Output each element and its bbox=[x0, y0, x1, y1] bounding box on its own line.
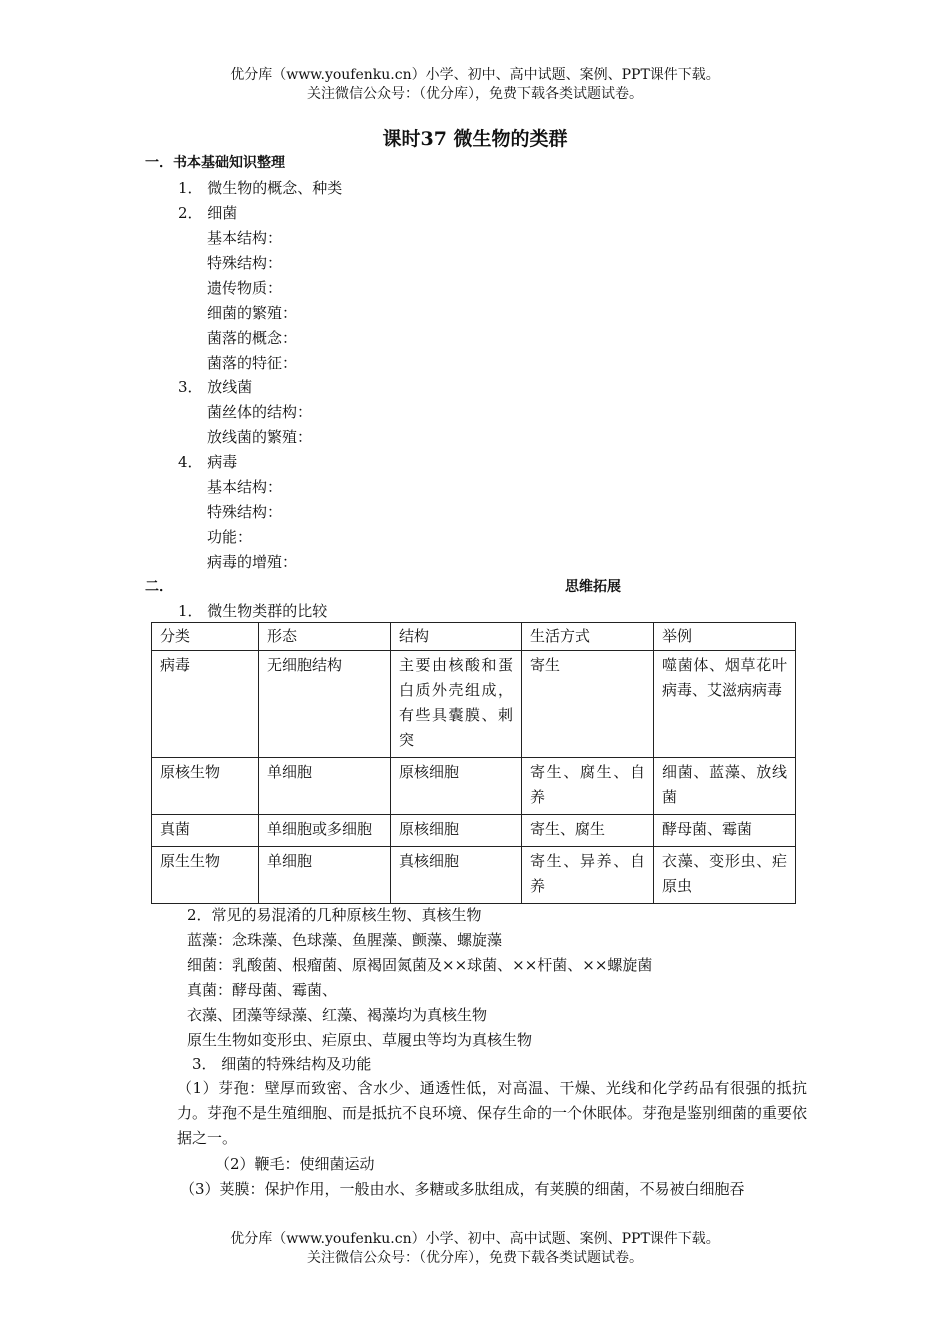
body-line: 细菌：乳酸菌、根瘤菌、原褐固氮菌及××球菌、××杆菌、××螺旋菌 bbox=[187, 956, 653, 974]
table-cell: 噬菌体、烟草花叶病毒、艾滋病病毒 bbox=[654, 651, 796, 758]
footer-line-2: 关注微信公众号：（优分库），免费下载各类试题试卷。 bbox=[307, 1250, 643, 1266]
outline-item: 遗传物质： bbox=[207, 279, 283, 297]
outline-item: 菌落的特征： bbox=[207, 354, 298, 372]
table-cell: 病毒 bbox=[152, 651, 259, 758]
footer-line-1: 优分库（www.youfenku.cn）小学、初中、高中试题、案例、PPT课件下载。 bbox=[230, 1231, 720, 1247]
outline-item: 细菌的繁殖： bbox=[207, 304, 298, 322]
table-cell: 酵母菌、霉菌 bbox=[654, 815, 796, 847]
table-header-cell: 生活方式 bbox=[522, 623, 654, 651]
table-cell: 无细胞结构 bbox=[259, 651, 391, 758]
page-footer bbox=[0, 1230, 950, 1268]
table-row bbox=[152, 651, 796, 758]
outline-item: 放线菌的繁殖： bbox=[207, 428, 313, 446]
table-header-cell: 形态 bbox=[259, 623, 391, 651]
table-cell: 原核细胞 bbox=[391, 758, 522, 815]
table-cell: 真核细胞 bbox=[391, 847, 522, 904]
section-2-number: 二． bbox=[145, 579, 173, 595]
header-line-1: 优分库（www.youfenku.cn）小学、初中、高中试题、案例、PPT课件下载。 bbox=[230, 67, 720, 83]
outline-item: 基本结构： bbox=[207, 478, 283, 496]
outline-item: 特殊结构： bbox=[207, 503, 283, 521]
table-cell: 原生生物 bbox=[152, 847, 259, 904]
table-cell: 细菌、蓝藻、放线菌 bbox=[654, 758, 796, 815]
paragraph-flagellum: （2）鞭毛：使细菌运动 bbox=[215, 1155, 375, 1173]
table-header-cell: 分类 bbox=[152, 623, 259, 651]
table-cell: 原核细胞 bbox=[391, 815, 522, 847]
table-header-cell: 举例 bbox=[654, 623, 796, 651]
outline-item: 4． 病毒 bbox=[178, 453, 238, 471]
table-cell: 寄生、异养、自养 bbox=[522, 847, 654, 904]
outline-item: 基本结构： bbox=[207, 229, 283, 247]
table-cell: 单细胞 bbox=[259, 758, 391, 815]
table-cell: 单细胞或多细胞 bbox=[259, 815, 391, 847]
body-line: 真菌：酵母菌、霉菌、 bbox=[187, 981, 338, 999]
table-header-cell: 结构 bbox=[391, 623, 522, 651]
body-line: 2．常见的易混淆的几种原核生物、真核生物 bbox=[187, 906, 482, 924]
section-2-subheading: 1． 微生物类群的比较 bbox=[178, 602, 328, 620]
paragraph-capsule: （3）荚膜：保护作用，一般由水、多糖或多肽组成，有荚膜的细菌，不易被白细胞吞 bbox=[180, 1180, 745, 1198]
outline-item: 功能： bbox=[207, 528, 253, 546]
table-cell: 寄生、腐生 bbox=[522, 815, 654, 847]
table-row bbox=[152, 758, 796, 815]
paragraph-spore: （1）芽孢：壁厚而致密、含水少、通透性低，对高温、干燥、光线和化学药品有很强的抵抗力。芽孢不是生殖细胞、而是抵抗不良环境、保存生命的一个休眠体。芽孢是鉴别细菌的重要依据之一。 bbox=[177, 1079, 808, 1147]
outline-item: 特殊结构： bbox=[207, 254, 283, 272]
outline-item: 菌丝体的结构： bbox=[207, 403, 313, 421]
section-1-heading: 一．书本基础知识整理 bbox=[145, 155, 285, 171]
table-row bbox=[152, 847, 796, 904]
body-line: 衣藻、团藻等绿藻、红藻、褐藻均为真核生物 bbox=[187, 1006, 488, 1024]
body-line: 3． 细菌的特殊结构及功能 bbox=[192, 1055, 372, 1073]
table-cell: 原核生物 bbox=[152, 758, 259, 815]
page-title: 课时37 微生物的类群 bbox=[382, 128, 568, 150]
page-header bbox=[0, 66, 950, 104]
outline-item: 2． 细菌 bbox=[178, 204, 238, 222]
table-row bbox=[152, 815, 796, 847]
outline-item: 3． 放线菌 bbox=[178, 378, 253, 396]
table-cell: 真菌 bbox=[152, 815, 259, 847]
comparison-table bbox=[151, 622, 796, 904]
table-cell: 主要由核酸和蛋白质外壳组成，有些具囊膜、刺突 bbox=[391, 651, 522, 758]
table-header-row bbox=[152, 623, 796, 651]
outline-item: 1． 微生物的概念、种类 bbox=[178, 179, 343, 197]
outline-item: 病毒的增殖： bbox=[207, 553, 298, 571]
table-cell: 寄生、腐生、自养 bbox=[522, 758, 654, 815]
header-line-2: 关注微信公众号：（优分库），免费下载各类试题试卷。 bbox=[307, 86, 643, 102]
body-line: 蓝藻：念珠藻、色球藻、鱼腥藻、颤藻、螺旋藻 bbox=[187, 931, 503, 949]
table-cell: 单细胞 bbox=[259, 847, 391, 904]
body-line: 原生生物如变形虫、疟原虫、草履虫等均为真核生物 bbox=[187, 1031, 533, 1049]
table-cell: 寄生 bbox=[522, 651, 654, 758]
outline-item: 菌落的概念： bbox=[207, 329, 298, 347]
table-cell: 衣藻、变形虫、疟原虫 bbox=[654, 847, 796, 904]
section-2-heading: 思维拓展 bbox=[565, 579, 621, 595]
